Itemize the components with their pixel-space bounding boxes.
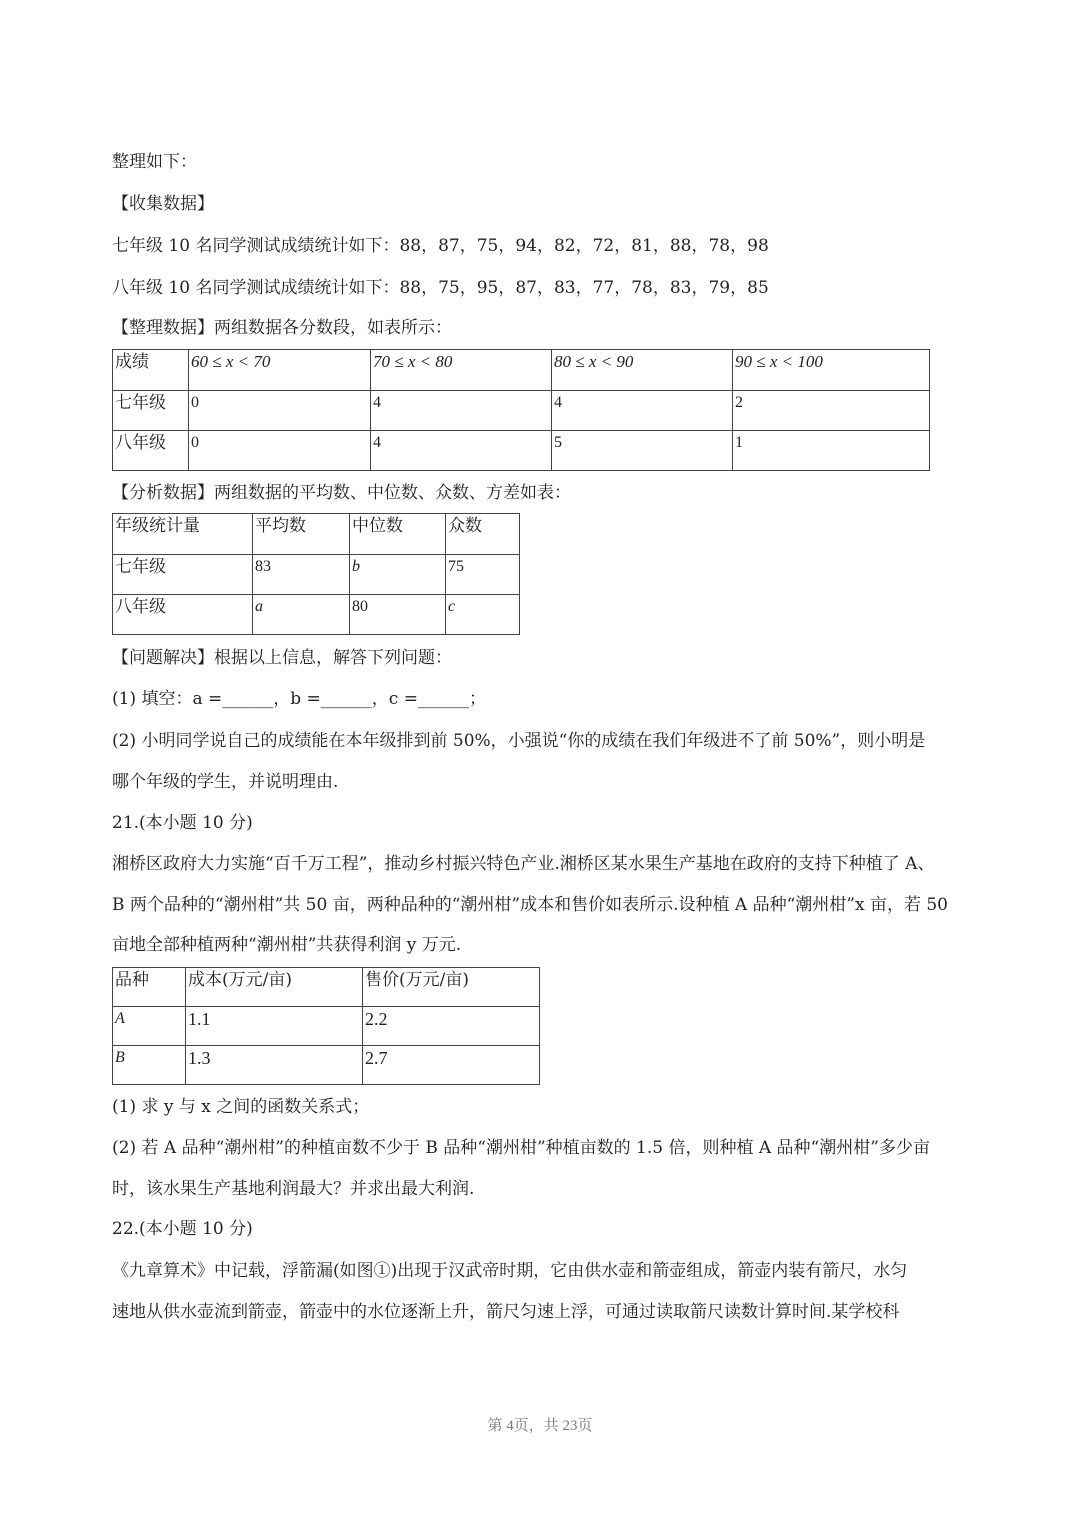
table-cell: 75	[446, 555, 520, 595]
table-cell: 4	[371, 431, 552, 471]
table-header-cell: 成绩	[113, 350, 189, 391]
table-row	[113, 391, 930, 431]
problem-21-text-3: 亩地全部种植两种“潮州柑”共获得利润 y 万元.	[112, 935, 462, 955]
table-header-cell: 品种	[113, 968, 186, 1007]
problem-22-text-1: 《九章算术》中记载，浮箭漏(如图①)出现于汉武帝时期，它由供水壶和箭壶组成，箭壶内装有箭尺，水匀	[112, 1261, 908, 1281]
table-cell: 4	[371, 391, 552, 431]
question-1-fill-blank: (1) 填空：a =______，b =______，c =______；	[112, 689, 486, 709]
table-cell: 5	[552, 431, 733, 471]
table-cell: 1	[733, 431, 930, 471]
score-distribution-table	[112, 349, 930, 471]
table-cell: 八年级	[113, 431, 189, 471]
problem-21-text-2: B 两个品种的“潮州柑”共 50 亩，两种品种的“潮州柑”成本和售价如表所示.设种植 A 品种“潮州柑”x 亩，若 50	[112, 895, 948, 915]
text-line-grade7-scores: 七年级 10 名同学测试成绩统计如下：88，87，75，94，82，72，81，88，78，98	[112, 236, 769, 256]
table-row	[113, 555, 520, 595]
table-cell: 4	[552, 391, 733, 431]
table-header-cell: 年级统计量	[113, 514, 253, 555]
table-cell: 2	[733, 391, 930, 431]
problem-22-text-2: 速地从供水壶流到箭壶，箭壶中的水位逐渐上升，箭尺匀速上浮，可通过读取箭尺读数计算时间.某学校科	[112, 1302, 900, 1322]
table-header-cell: 众数	[446, 514, 520, 555]
section-heading-collect: 【收集数据】	[112, 194, 214, 214]
table-cell: A	[113, 1007, 186, 1046]
table-cell: a	[253, 595, 350, 635]
section-heading-analyze: 【分析数据】两组数据的平均数、中位数、众数、方差如表：	[112, 483, 571, 503]
table-cell: 2.7	[363, 1046, 540, 1085]
table-row	[113, 595, 520, 635]
table-cell: 2.2	[363, 1007, 540, 1046]
table-header-cell: 70 ≤ x < 80	[371, 350, 552, 391]
table-cell: 七年级	[113, 555, 253, 595]
cost-price-table	[112, 967, 540, 1085]
table-cell: 八年级	[113, 595, 253, 635]
problem-21-text-1: 湘桥区政府大力实施“百千万工程”，推动乡村振兴特色产业.湘桥区某水果生产基地在政府的支持下种植了 A、	[112, 854, 935, 874]
table-cell: 80	[350, 595, 446, 635]
table-cell: 1.1	[186, 1007, 363, 1046]
table-header-cell: 中位数	[350, 514, 446, 555]
table-cell: c	[446, 595, 520, 635]
table-cell: 七年级	[113, 391, 189, 431]
table-cell: b	[350, 555, 446, 595]
problem-21-heading: 21.(本小题 10 分)	[112, 813, 253, 833]
section-heading-organize: 【整理数据】两组数据各分数段，如表所示：	[112, 318, 452, 338]
table-row	[113, 1046, 540, 1085]
table-header-cell: 平均数	[253, 514, 350, 555]
table-cell: 0	[189, 391, 371, 431]
table-cell: B	[113, 1046, 186, 1085]
table-cell: 83	[253, 555, 350, 595]
text-line-grade8-scores: 八年级 10 名同学测试成绩统计如下：88，75，95，87，83，77，78，83，79，85	[112, 278, 769, 298]
table-header-cell: 售价(万元/亩)	[363, 968, 540, 1007]
table-header-cell: 成本(万元/亩)	[186, 968, 363, 1007]
section-heading-solve: 【问题解决】根据以上信息，解答下列问题：	[112, 648, 452, 668]
table-cell: 1.3	[186, 1046, 363, 1085]
problem-21-question-2-line-2: 时，该水果生产基地利润最大？并求出最大利润.	[112, 1179, 475, 1199]
table-header-cell: 90 ≤ x < 100	[733, 350, 930, 391]
problem-22-heading: 22.(本小题 10 分)	[112, 1219, 253, 1239]
question-2-line-2: 哪个年级的学生，并说明理由.	[112, 772, 339, 792]
table-header-cell: 80 ≤ x < 90	[552, 350, 733, 391]
page-number-footer: 第 4页，共 23页	[487, 1418, 593, 1434]
table-row	[113, 431, 930, 471]
table-cell: 0	[189, 431, 371, 471]
problem-21-question-1: (1) 求 y 与 x 之间的函数关系式；	[112, 1097, 370, 1117]
statistics-table	[112, 513, 520, 635]
problem-21-question-2-line-1: (2) 若 A 品种“潮州柑”的种植亩数不少于 B 品种“潮州柑”种植亩数的 1.5 倍，则种植 A 品种“潮州柑”多少亩	[112, 1138, 930, 1158]
table-header-cell: 60 ≤ x < 70	[189, 350, 371, 391]
table-row	[113, 1007, 540, 1046]
text-line-1: 整理如下：	[112, 152, 197, 172]
question-2-line-1: (2) 小明同学说自己的成绩能在本年级排到前 50%，小强说“你的成绩在我们年级进不了前 50%”，则小明是	[112, 731, 926, 751]
